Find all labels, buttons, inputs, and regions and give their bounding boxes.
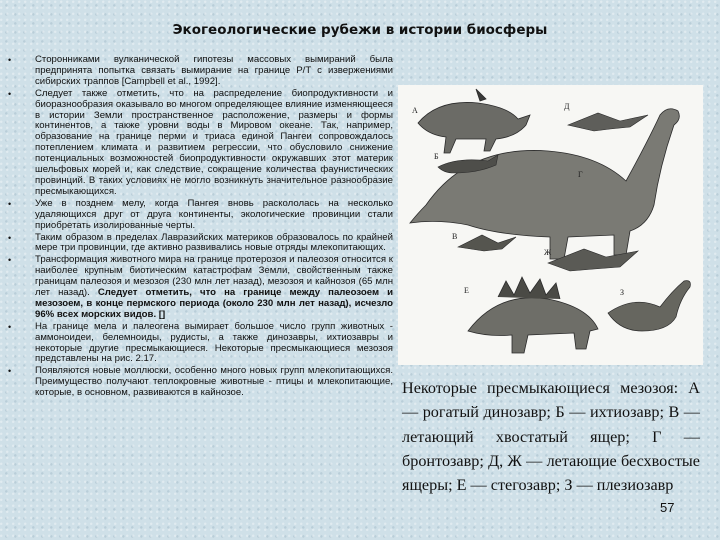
bullet-marker: • [8,232,12,243]
figure-label: Ж [544,248,552,257]
figure-label: А [412,106,418,115]
figure-label: Д [564,102,570,111]
figure-caption: Некоторые пресмыкающиеся мезозоя: А — рогатый динозавр; Б — ихтиозавр; В — летающий хвостатый ящер; Г — бронтозавр; Д, Ж — летающие бесхвостые ящеры; Е — стегозавр; З — плезиозавр [402,379,700,495]
bullet-text: Следует также отметить, что на распределение биопродуктивности и биоразнообразия оказывало во многом определяющее влияние изменяющееся в истории Земли пространственное расположение, размеры и формы континентов, а также уровни воды в Мировом океане. Так, например, образование на границе перми и триаса единой Пангеи сопровождалось потеплением климата и развитием регрессии, что обусловило снижение потенциальных возможностей биопродуктивности окружавших этот материк шельфовых морей и, как следствие, сокращение количества фаунистических провинций. В таких условиях не могло возникнуть значительное разнообразие пресмыкающихся. [35,87,393,197]
bullet-text: На границе мела и палеогена вымирает большое число групп животных - аммоноидеи, белемноиды, рудисты, а также динозавры, ихтиозавры и некоторые другие пресмыкающиеся. Некоторые пресмыкающиеся мезозоя представлены на рис. 2.17. [35,320,393,365]
figure-label: В [452,232,458,241]
bullet-item [8,366,393,399]
bullet-item [8,255,393,320]
bullet-bold-text: Следует отметить, что на границе между палеозоем и мезозоем, в конце пермского периода (около 230 млн лет назад), исчезло 96% всех морских видов. [] [35,287,394,320]
bullet-marker: • [8,198,12,209]
bullet-text: Появляются новые моллюски, особенно много новых групп млекопитающихся. Преимущество получают теплокровные животные - птицы и млекопитающие, которые, в основном, развиваются в кайнозое. [35,365,393,399]
bullet-marker: • [8,321,12,332]
dinosaur-illustration [398,85,703,365]
bullet-text: Сторонниками вулканической гипотезы массовых вымираний была предпринята попытка связать вымирание на границе P/T с извержениями сибирских траппов [Campbell et al., 1992]. [35,54,393,87]
page-number: 57 [660,500,675,515]
bullet-marker: • [8,255,12,266]
figure-label: Г [578,170,583,179]
bullet-item [8,55,393,88]
figure-label: З [620,288,625,297]
bullet-text: Трансформация животного мира на границе протерозоя и палеозоя относится к наиболее крупным биотическим катастрофам Земли, свойственным также границам палеозоя и мезозоя (230 млн лет назад), мезозоя и кайнозоя (65 млн лет назад). [35,254,393,299]
reptiles-drawing [398,85,703,365]
bullet-item [8,233,393,255]
bullet-text: Уже в позднем мелу, когда Пангея вновь раскололась на несколько удаляющихся друг от друга континенты, экологические провинции стали приобретать изолированные черты. [35,197,393,231]
figure-label: Б [434,152,439,161]
bullet-marker: • [8,88,12,99]
slide-title: Экогеологические рубежи в истории биосферы [172,22,548,38]
bullet-item [8,89,393,198]
bullet-marker: • [8,55,12,65]
bullet-marker: • [8,366,12,377]
figure-label: Е [464,286,469,295]
bullet-list [8,55,393,400]
bullet-text: Таким образом в пределах Лавразийских материков образовалось по крайней мере три провинции, где активно развивались новые отряды млекопитающих. [35,231,393,254]
bullet-item [8,199,393,232]
bullet-item [8,322,393,366]
